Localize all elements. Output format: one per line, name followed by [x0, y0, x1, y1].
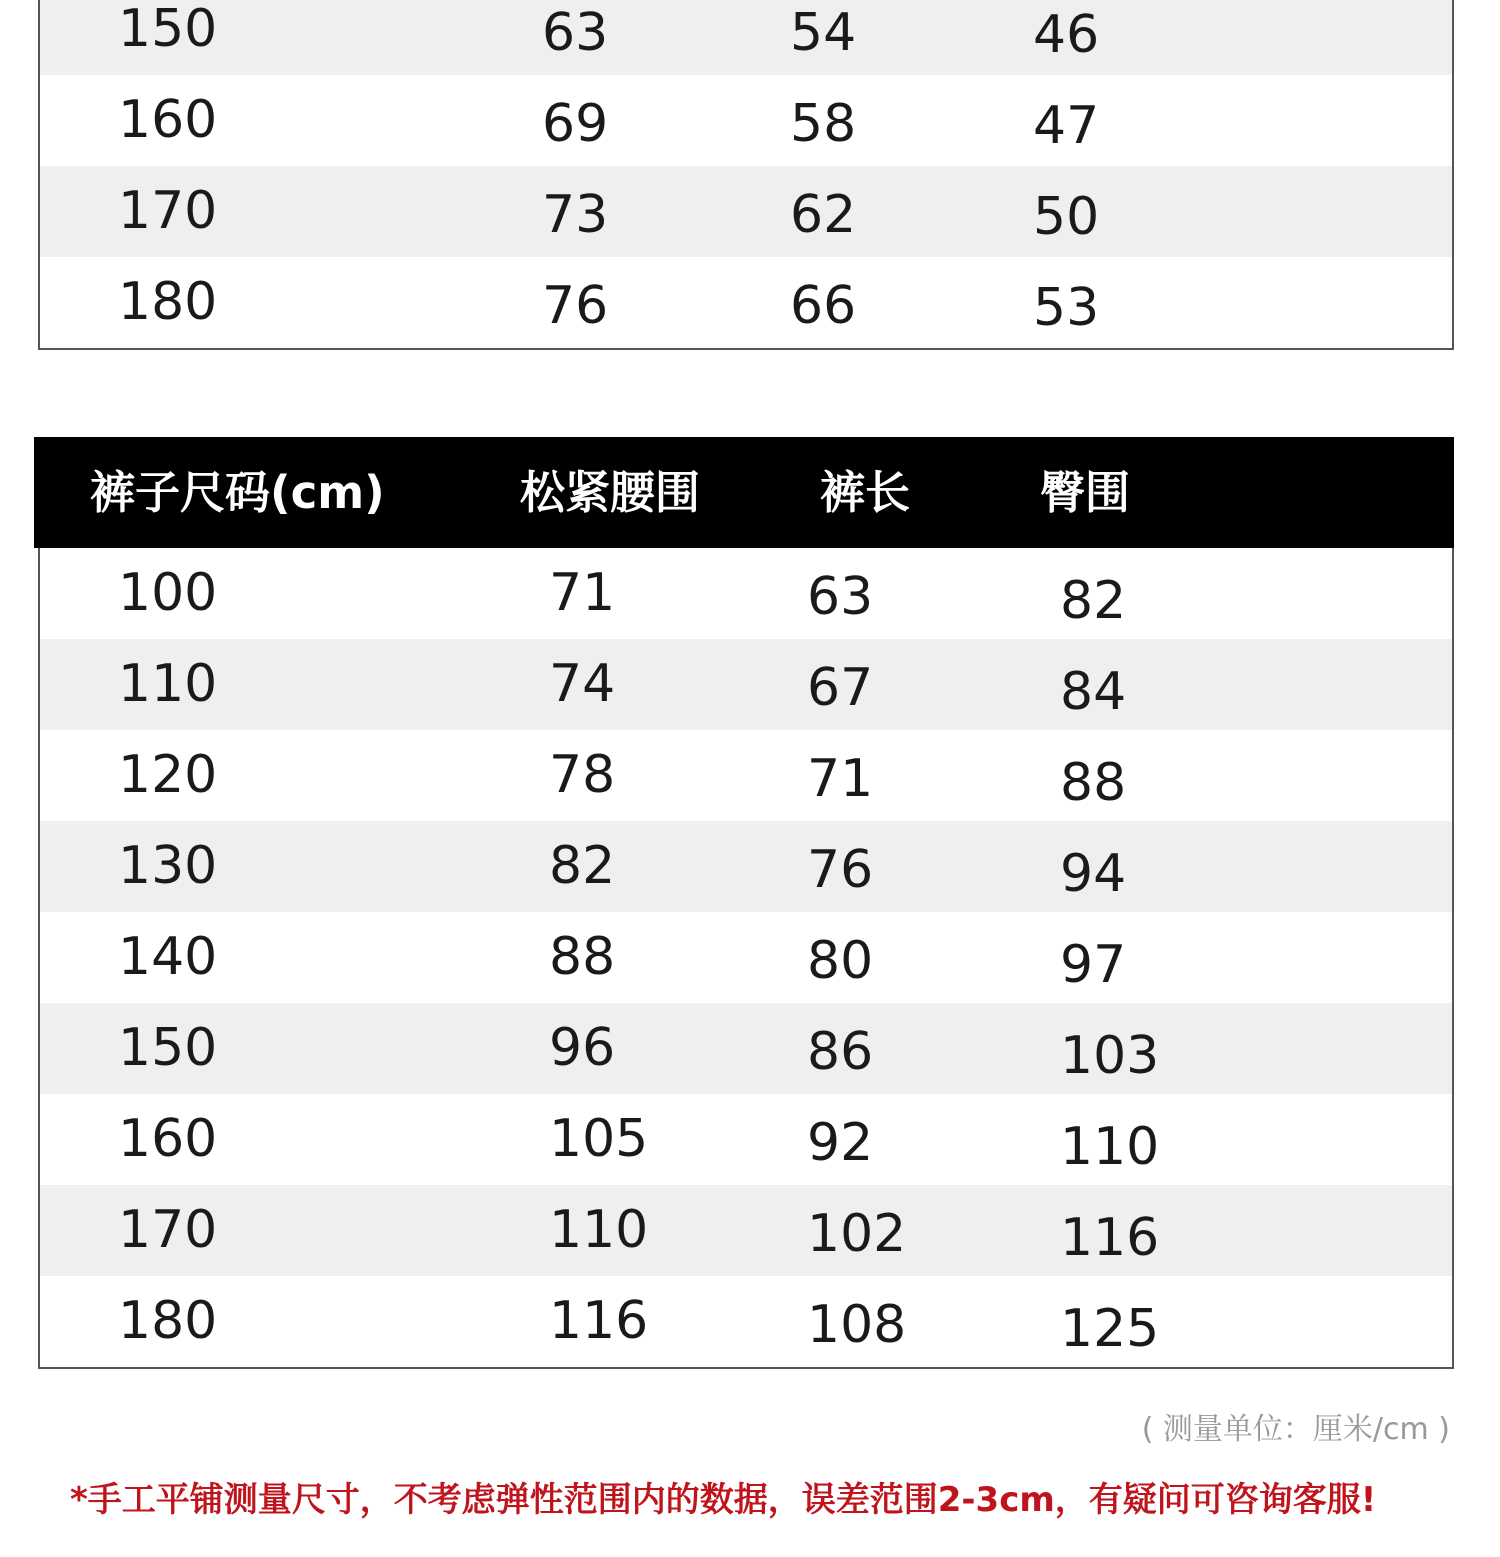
- table-body: [38, 548, 1454, 1369]
- table-cell: 110: [549, 1200, 649, 1260]
- table-cell: 54: [790, 3, 857, 63]
- table-cell: 74: [549, 654, 616, 714]
- table-row: [40, 548, 1452, 639]
- table-cell: 58: [790, 94, 857, 154]
- table-cell: 86: [807, 1022, 874, 1082]
- header-length: 裤长: [820, 466, 911, 519]
- table-cell: 96: [549, 1018, 616, 1078]
- table-cell: 67: [807, 658, 874, 718]
- table-cell: 140: [118, 927, 218, 987]
- table-cell: 120: [118, 745, 218, 805]
- table-cell: 97: [1060, 935, 1127, 995]
- table-cell: 82: [1060, 571, 1127, 631]
- table-cell: 88: [549, 927, 616, 987]
- table-cell: 125: [1060, 1299, 1160, 1359]
- table-cell: 63: [542, 3, 609, 63]
- table-cell: 82: [549, 836, 616, 896]
- table-cell: 76: [807, 840, 874, 900]
- table-cell: 180: [118, 272, 218, 332]
- table-row: [40, 821, 1452, 912]
- header-waist: 松紧腰围: [520, 466, 701, 519]
- header-size: 裤子尺码(cm): [90, 466, 385, 519]
- table-cell: 150: [118, 0, 218, 59]
- header-hip: 臀围: [1040, 466, 1131, 519]
- table-row: [40, 0, 1452, 75]
- table-cell: 150: [118, 1018, 218, 1078]
- table-cell: 46: [1033, 5, 1100, 65]
- table-row: [40, 639, 1452, 730]
- table-row: [40, 1185, 1452, 1276]
- table-cell: 110: [118, 654, 218, 714]
- table-cell: 47: [1033, 96, 1100, 156]
- table-cell: 50: [1033, 187, 1100, 247]
- table-cell: 69: [542, 94, 609, 154]
- table-cell: 63: [807, 567, 874, 627]
- table-cell: 116: [1060, 1208, 1160, 1268]
- table-cell: 180: [118, 1291, 218, 1351]
- table-row: [40, 1003, 1452, 1094]
- table-cell: 103: [1060, 1026, 1160, 1086]
- table-row: [40, 1094, 1452, 1185]
- table-cell: 130: [118, 836, 218, 896]
- table-cell: 84: [1060, 662, 1127, 722]
- table-row: [40, 912, 1452, 1003]
- table-cell: 160: [118, 1109, 218, 1169]
- table-cell: 170: [118, 181, 218, 241]
- table-cell: 105: [549, 1109, 649, 1169]
- measurement-disclaimer: *手工平铺测量尺寸，不考虑弹性范围内的数据，误差范围2-3cm，有疑问可咨询客服!: [70, 1480, 1377, 1520]
- table-cell: 76: [542, 276, 609, 336]
- table-row: [40, 75, 1452, 166]
- pants-size-table: [34, 437, 1454, 1369]
- table-row: [40, 1276, 1452, 1367]
- table-cell: 71: [549, 563, 616, 623]
- table-cell: 66: [790, 276, 857, 336]
- table-cell: 170: [118, 1200, 218, 1260]
- table-cell: 78: [549, 745, 616, 805]
- table-cell: 110: [1060, 1117, 1160, 1177]
- table-row: [40, 257, 1452, 348]
- table-cell: 92: [807, 1113, 874, 1173]
- table-cell: 100: [118, 563, 218, 623]
- table-cell: 160: [118, 90, 218, 150]
- table-header: [34, 437, 1454, 548]
- table-cell: 108: [807, 1295, 907, 1355]
- table-cell: 102: [807, 1204, 907, 1264]
- table-row: [40, 166, 1452, 257]
- table-cell: 53: [1033, 278, 1100, 338]
- table-cell: 62: [790, 185, 857, 245]
- table-row: [40, 730, 1452, 821]
- table-cell: 71: [807, 749, 874, 809]
- top-size-table: [38, 0, 1454, 350]
- table-cell: 73: [542, 185, 609, 245]
- table-cell: 94: [1060, 844, 1127, 904]
- table-cell: 80: [807, 931, 874, 991]
- unit-note: ( 测量单位：厘米/cm ): [1141, 1412, 1450, 1447]
- table-cell: 116: [549, 1291, 649, 1351]
- table-cell: 88: [1060, 753, 1127, 813]
